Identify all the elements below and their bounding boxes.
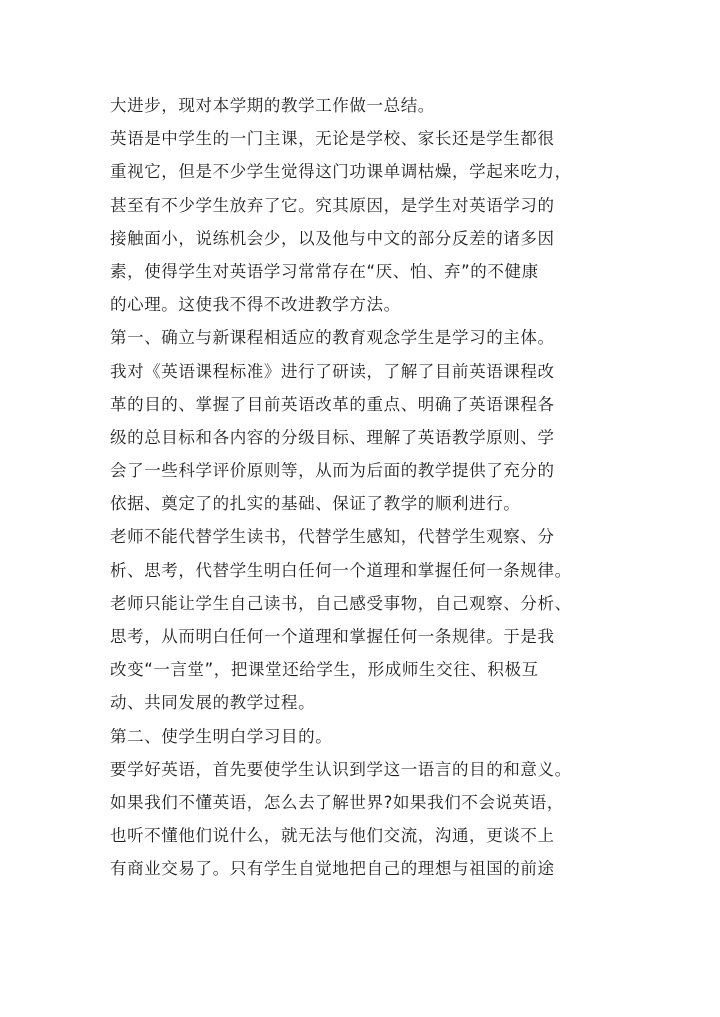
text-line: 老师只能让学生自己读书，自己感受事物，自己观察、分析、 — [110, 593, 572, 613]
text-line: 我对《英语课程标准》进行了研读，了解了目前英语课程改 — [110, 361, 555, 381]
text-line: 大进步，现对本学期的教学工作做一总结。 — [110, 96, 435, 115]
heading-line: 第二、使学生明白学习目的。 — [110, 726, 333, 746]
text-line: 接触面小，说练机会少，以及他与中文的部分反差的诸多因 — [110, 228, 555, 248]
text-line: 英语是中学生的一门主课，无论是学校、家长还是学生都很 — [110, 129, 555, 149]
text-line: 有商业交易了。只有学生自觉地把自己的理想与祖国的前途 — [110, 859, 555, 879]
text-line: 会了一些科学评价原则等，从而为后面的教学提供了充分的 — [110, 461, 555, 481]
text-line: 也听不懂他们说什么，就无法与他们交流，沟通，更谈不上 — [110, 826, 555, 846]
text-line: 级的总目标和各内容的分级目标、理解了英语教学原则、学 — [110, 427, 555, 447]
text-line: 老师不能代替学生读书，代替学生感知，代替学生观察、分 — [110, 527, 555, 547]
text-line: 革的目的、掌握了目前英语改革的重点、明确了英语课程各 — [110, 394, 555, 414]
text-line: 如果我们不懂英语，怎么去了解世界?如果我们不会说英语， — [110, 792, 564, 812]
text-line: 的心理。这使我不得不改进教学方法。 — [110, 295, 401, 315]
text-line: 甚至有不少学生放弃了它。究其原因，是学生对英语学习的 — [110, 195, 555, 215]
text-line: 重视它，但是不少学生觉得这门功课单调枯燥，学起来吃力， — [110, 162, 572, 182]
text-line: 动、共同发展的教学过程。 — [110, 693, 316, 713]
document-body — [110, 89, 630, 886]
text-line: 素，使得学生对英语学习常常存在“厌、怕、弃”的不健康 — [110, 261, 539, 281]
text-line: 依据、奠定了的扎实的基础、保证了教学的顺利进行。 — [110, 494, 521, 514]
text-line: 改变“一言堂”，把课堂还给学生，形成师生交往、积极互 — [110, 660, 539, 680]
text-line: 思考，从而明白任何一个道理和掌握任何一条规律。于是我 — [110, 627, 555, 646]
text-line: 要学好英语，首先要使学生认识到学这一语言的目的和意义。 — [110, 759, 572, 779]
heading-line: 第一、确立与新课程相适应的教育观念学生是学习的主体。 — [110, 328, 555, 348]
text-line: 析、思考，代替学生明白任何一个道理和掌握任何一条规律。 — [110, 560, 572, 580]
